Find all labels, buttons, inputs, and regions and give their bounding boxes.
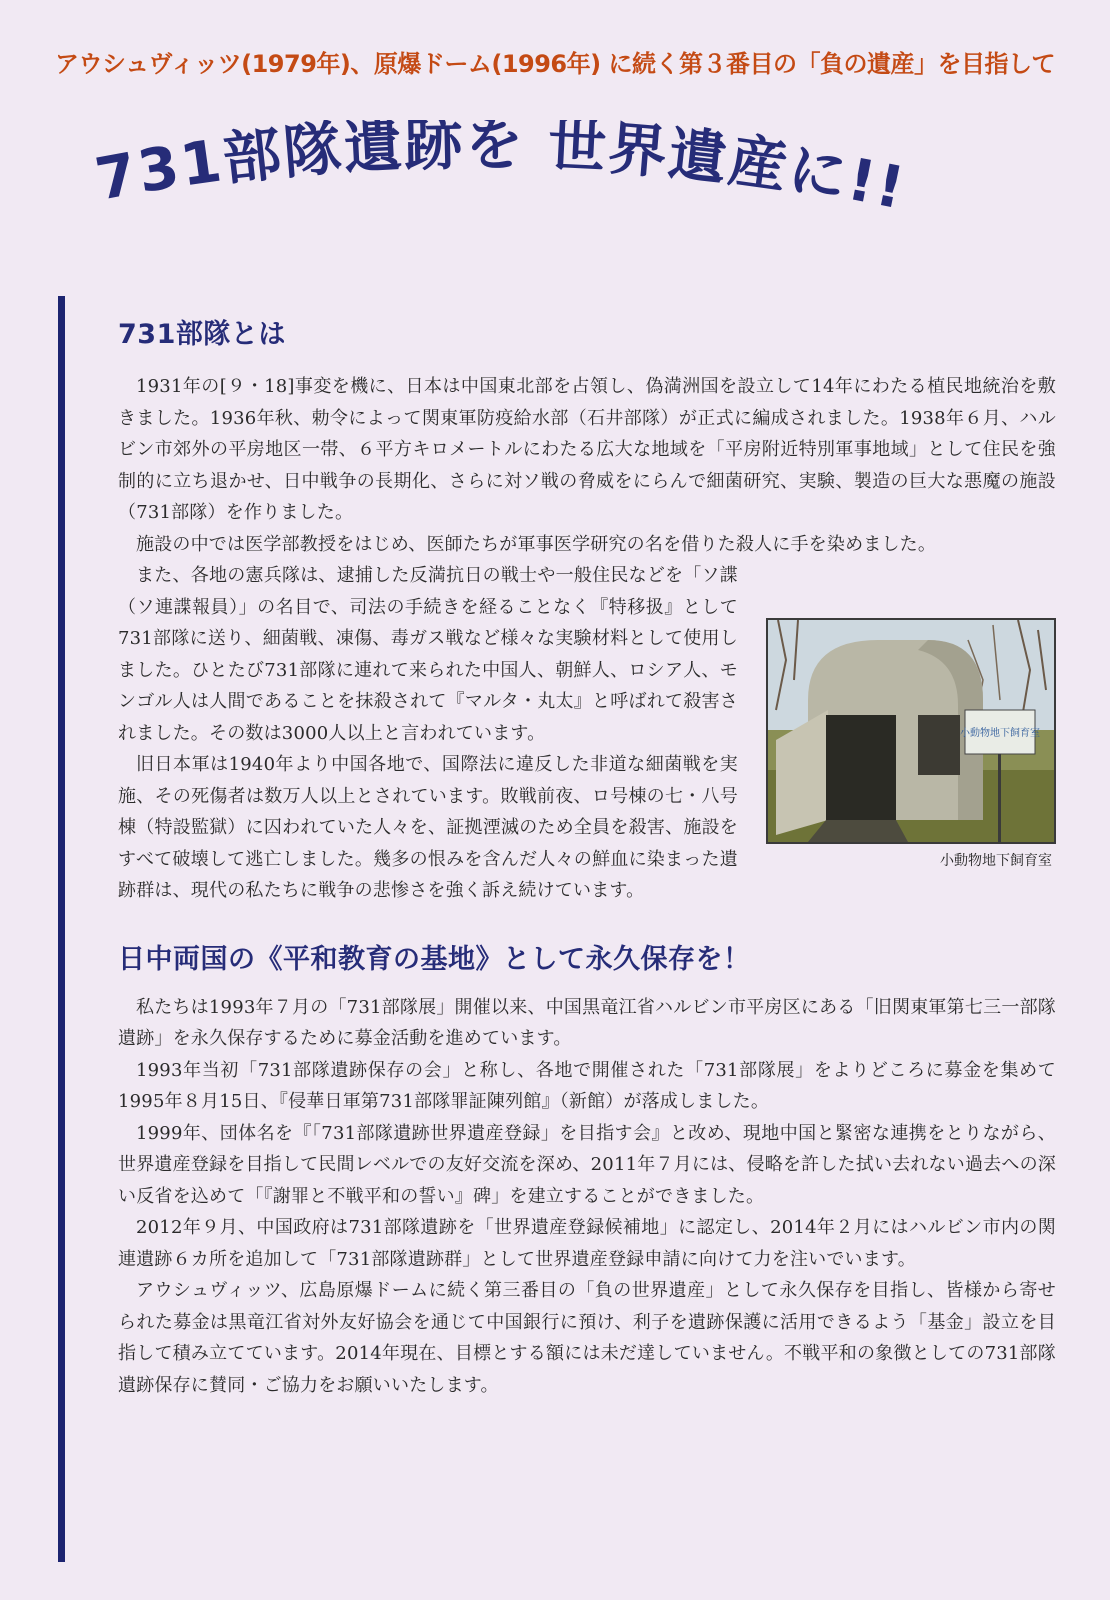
paragraph: 1993年当初「731部隊遺跡保存の会」と称し、各地で開催された「731部隊展」をよりどころに募金を集めて1995年８月15日、『侵華日軍第731部隊罪証陳列館』（新館）が落成しました。 (118, 1059, 1056, 1112)
tagline: アウシュヴィッツ(1979年)、原爆ドーム(1996年) に続く第３番目の「負の遺産」を目指して (55, 50, 1055, 78)
bunker-photo (766, 618, 1056, 844)
paragraph: 施設の中では医学部教授をはじめ、医師たちが軍事医学研究の名を借りた殺人に手を染めました。 (136, 533, 937, 555)
photo-figure (766, 618, 1056, 870)
paragraph: 私たちは1993年７月の「731部隊展」開催以来、中国黒竜江省ハルビン市平房区にある「旧関東軍第七三一部隊遺跡」を永久保存するために募金活動を進めています。 (118, 996, 1056, 1049)
main-title-text: 731部隊遺跡を 世界遺産に!! (90, 120, 912, 223)
paragraph: アウシュヴィッツ、広島原爆ドームに続く第三番目の「負の世界遺産」として永久保存を目指し、皆様から寄せられた募金は黒竜江省対外友好協会を通じて中国銀行に預け、利子を遺跡保護に活用できるよう「基金」設立を目指して積み立てています。2014年現在、目標とする額には未だ達していません。不戦平和の象徴としての731部隊遺跡保存に賛同・ご協力をお願いいたします。 (118, 1280, 1056, 1396)
main-content (118, 312, 1056, 1401)
paragraph: 旧日本軍は1940年より中国各地で、国際法に違反した非道な細菌戦を実施、その死傷者は数万人以上とされています。敗戦前夜、ロ号棟の七・八号棟（特設監獄）に囚われていた人々を、証拠湮滅のため全員を殺害、施設をすべて破壊して逃亡しました。幾多の恨みを含んだ人々の鮮血に染まった遺跡群は、現代の私たちに戦争の悲惨さを強く訴え続けています。 (118, 754, 738, 901)
section-heading-about-unit731: 731部隊とは (118, 319, 286, 350)
main-title (0, 120, 1110, 270)
paragraph: 1931年の[９・18]事変を機に、日本は中国東北部を占領し、偽満洲国を設立して14年にわたる植民地統治を敷きました。1936年秋、勅令によって関東軍防疫給水部（石井部隊）が正式に編成されました。1938年６月、ハルビン市郊外の平房地区一帯、６平方キロメートルにわたる広大な地域を「平房附近特別軍事地域」として住民を強制的に立ち退かせ、日中戦争の長期化、さらに対ソ戦の脅威をにらんで細菌研究、実験、製造の巨大な悪魔の施設（731部隊）を作りました。 (118, 376, 1056, 523)
left-accent-rule (58, 296, 65, 1562)
section-heading-peace-education: 日中両国の《平和教育の基地》として永久保存を！ (118, 943, 751, 975)
photo-sign-text: 小動物地下飼育室 (960, 728, 1040, 739)
paragraph: また、各地の憲兵隊は、逮捕した反満抗日の戦士や一般住民などを「ソ諜（ソ連諜報員）」の名目で、司法の手続きを経ることなく『特移扱』として731部隊に送り、細菌戦、凍傷、毒ガス戦など様々な実験材料として使用しました。ひとたび731部隊に連れて来られた中国人、朝鮮人、ロシア人、モンゴル人は人間であることを抹殺されて『マルタ・丸太』と呼ばれて殺害されました。その数は3000人以上と言われています。 (118, 565, 738, 744)
paragraph: 2012年９月、中国政府は731部隊遺跡を「世界遺産登録候補地」に認定し、2014年２月にはハルビン市内の関連遺跡６カ所を追加して「731部隊遺跡群」として世界遺産登録申請に向けて力を注いでいます。 (118, 1217, 1056, 1270)
paragraph: 1999年、団体名を『「731部隊遺跡世界遺産登録」を目指す会』と改め、現地中国と緊密な連携をとりながら、世界遺産登録を目指して民間レベルでの友好交流を深め、2011年７月には、侵略を許した拭い去れない過去への深い反省を込めて「『謝罪と不戦平和の誓い』碑」を建立することができました。 (118, 1122, 1056, 1207)
photo-caption: 小動物地下飼育室 (940, 853, 1052, 869)
